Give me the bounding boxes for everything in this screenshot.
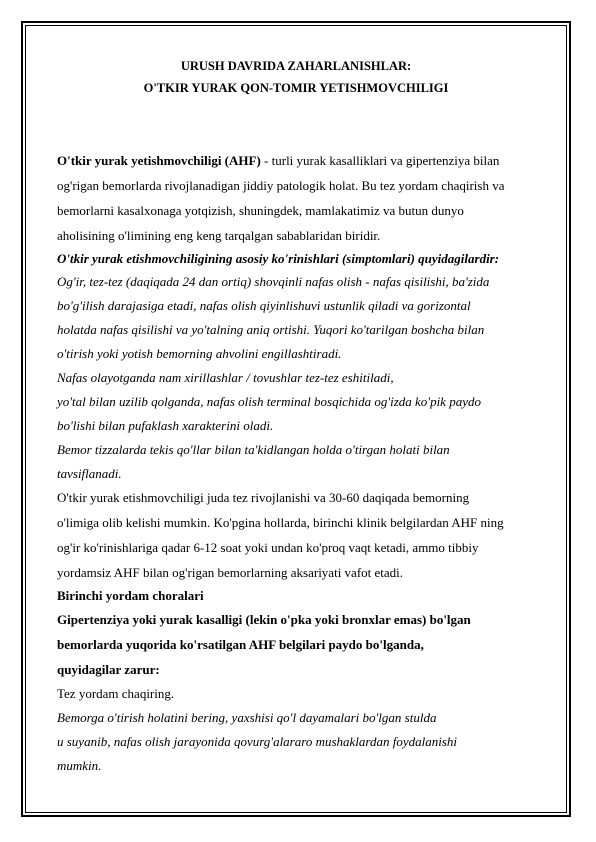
first-aid-step-1: Tez yordam chaqiring. [57,686,175,701]
development-line-4: yordamsiz AHF bilan og'rigan bemorlarning aksariyati vafot etadi. [57,565,404,580]
intro-term: O'tkir yurak yetishmovchiligi (AHF) [57,153,261,168]
intro-paragraph-line-2: og'rigan bemorlarda rivojlanadigan jiddiy patologik holat. Bu tez yordam chaqirish va [57,178,505,193]
symptom-2-line-1-text: Nafas olayotganda nam xirillashlar / tovushlar tez-tez eshitiladi [57,370,391,385]
development-line-1: O'tkir yurak etishmovchiligi juda tez rivojlanishi va 30-60 daqiqada bemorning [57,490,470,505]
symptom-2-line-2: yo'tal bilan uzilib qolganda, nafas olish terminal bosqichida og'izda ko'pik paydo [57,394,481,409]
symptoms-heading: O'tkir yurak etishmovchiligining asosiy ko'rinishlari (simptomlari) quyidagilardir: [57,251,500,266]
first-aid-step-2-line-1: Bemorga o'tirish holatini bering, yaxshisi qo'l dayamalari bo'lgan stulda [57,710,437,725]
symptom-3-line-2: tavsiflanadi. [57,466,122,481]
symptom-3-line-1: Bemor tizzalarda tekis qo'llar bilan ta'kidlangan holda o'tirgan holati bilan [57,442,450,457]
first-aid-step-2-line-3: mumkin. [57,758,102,773]
first-aid-heading: Birinchi yordam choralari [57,588,204,603]
document-title-line-1: URUSH DAVRIDA ZAHARLANISHLAR: [180,59,412,73]
symptom-1-line-4: o'tirish yoki yotish bemorning ahvolini engillashtiradi. [57,346,342,361]
development-line-2: o'limiga olib kelishi mumkin. Ko'pgina hollarda, birinchi klinik belgilardan AHF ning [57,515,504,530]
symptom-1-line-3: holatda nafas qisilishi va yo'talning aniq ortishi. Yuqori ko'tarilgan boshcha bilan [57,322,485,337]
symptom-1-line-2: bo'g'ilish darajasiga etadi, nafas olish qiyinlishuvi ustunlik qiladi va gorizontal [57,298,471,313]
development-line-3: og'ir ko'rinishlariga qadar 6-12 soat yoki undan ko'proq vaqt ketadi, ammo tibbiy [57,540,479,555]
intro-paragraph-line-4: aholisining o'limining eng keng tarqalgan sabablaridan biridir. [57,228,381,243]
document-title-line-2: O'TKIR YURAK QON-TOMIR YETISHMOVCHILIGI [143,81,449,95]
symptom-1-line-1: Og'ir, tez-tez (daqiqada 24 dan ortiq) shovqinli nafas olish - nafas qisilishi, ba'zida [57,274,490,289]
symptom-2-line-3: bo'lishi bilan pufaklash xarakterini oladi. [57,418,274,433]
first-aid-condition-line-2: bemorlarda yuqorida ko'rsatilgan AHF belgilari paydo bo'lganda, [57,637,424,652]
first-aid-step-2-line-2: u suyanib, nafas olish jarayonida qovurg'alararo mushaklardan foydalanishi [57,734,458,749]
symptom-2-line-1 [57,370,394,386]
first-aid-condition-line-3: quyidagilar zarur: [57,662,160,677]
intro-paragraph-line-3: bemorlarni kasalxonaga yotqizish, shuningdek, mamlakatimiz va butun dunyo [57,203,464,218]
first-aid-condition-line-1: Gipertenziya yoki yurak kasalligi (lekin o'pka yoki bronxlar emas) bo'lgan [57,612,471,627]
symptom-2-line-1-tail: , [390,370,394,385]
intro-line-1-rest: - turli yurak kasalliklari va gipertenziya bilan [260,153,500,168]
intro-paragraph-line-1 [57,153,499,169]
